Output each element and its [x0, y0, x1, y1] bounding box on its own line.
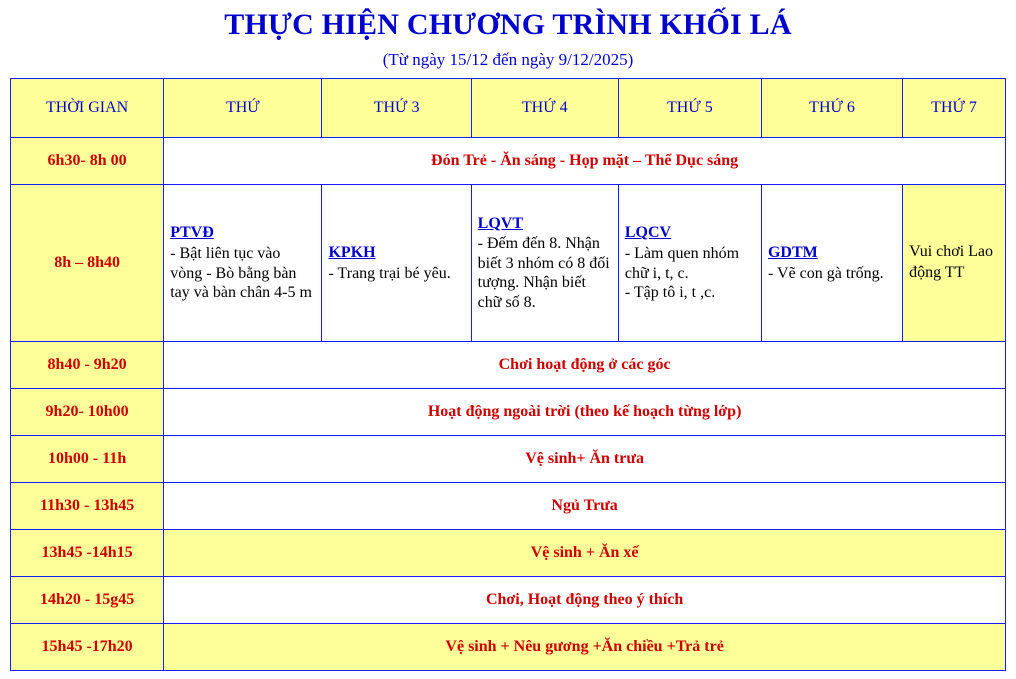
subject-code: PTVĐ: [170, 224, 214, 242]
table-header-row: [11, 79, 1006, 138]
time-slot: 6h30- 8h 00: [11, 138, 164, 185]
activity-line: - Bật liên tục vào vòng - Bò bằng bàn tay và bàn chân 4-5 m: [170, 244, 312, 302]
page-title: THỰC HIỆN CHƯƠNG TRÌNH KHỐI LÁ: [224, 8, 792, 41]
schedule-page: [0, 8, 1016, 679]
time-slot: 8h40 - 9h20: [11, 342, 164, 389]
activity-merged: Vệ sinh+ Ăn trưa: [164, 436, 1006, 483]
activity-merged: Vệ sinh + Ăn xế: [164, 530, 1006, 577]
column-header-day-2: THỨ: [164, 79, 322, 138]
column-header-day-7: THỨ 7: [903, 79, 1006, 138]
table-row: [11, 342, 1006, 389]
time-slot: 15h45 -17h20: [11, 624, 164, 671]
time-slot: 8h – 8h40: [11, 185, 164, 342]
column-header-day-3: THỨ 3: [322, 79, 471, 138]
time-slot: 9h20- 10h00: [11, 389, 164, 436]
table-row: [11, 185, 1006, 342]
activity-merged: Chơi hoạt động ở các góc: [164, 342, 1006, 389]
time-slot: 11h30 - 13h45: [11, 483, 164, 530]
time-slot: 13h45 -14h15: [11, 530, 164, 577]
activity-line: - Làm quen nhóm chữ i, t, c.: [624, 244, 740, 282]
table-row: [11, 530, 1006, 577]
column-header-day-6: THỨ 6: [761, 79, 902, 138]
subject-code: KPKH: [328, 243, 376, 261]
activity-cell-wednesday: [471, 185, 618, 342]
table-row: [11, 577, 1006, 624]
activity-merged: Chơi, Hoạt động theo ý thích: [164, 577, 1006, 624]
table-row: [11, 436, 1006, 483]
activity-merged: Hoạt động ngoài trời (theo kế hoạch từng lớp): [164, 389, 1006, 436]
time-slot: 10h00 - 11h: [11, 436, 164, 483]
activity-line: - Vẽ con gà trống.: [767, 264, 884, 282]
column-header-day-4: THỨ 4: [471, 79, 618, 138]
activity-merged: Vệ sinh + Nêu gương +Ăn chiều +Trả trẻ: [164, 624, 1006, 671]
activity-line: - Tập tô i, t ,c.: [624, 284, 716, 302]
activity-line: - Đếm đến 8. Nhận biết 3 nhóm có 8 đối tượng. Nhận biết chữ số 8.: [477, 235, 610, 311]
activity-cell-saturday: Vui chơi Lao động TT: [903, 185, 1006, 342]
subject-code: GDTM: [767, 243, 818, 261]
table-row: [11, 624, 1006, 671]
activity-cell-friday: [761, 185, 902, 342]
time-slot: 14h20 - 15g45: [11, 577, 164, 624]
activity-cell-monday: [164, 185, 322, 342]
page-subtitle: (Từ ngày 15/12 đến ngày 9/12/2025): [382, 50, 634, 69]
activity-merged: Đón Trẻ - Ăn sáng - Họp mặt – Thể Dục sáng: [164, 138, 1006, 185]
column-header-time: THỜI GIAN: [11, 79, 164, 138]
table-row: [11, 483, 1006, 530]
activity-merged: Ngủ Trưa: [164, 483, 1006, 530]
activity-line: - Trang trại bé yêu.: [328, 264, 451, 282]
table-row: [11, 389, 1006, 436]
column-header-day-5: THỨ 5: [618, 79, 761, 138]
activity-cell-thursday: [618, 185, 761, 342]
activity-cell-tuesday: [322, 185, 471, 342]
table-row: [11, 138, 1006, 185]
weekly-schedule-table: [10, 78, 1006, 671]
subject-code: LQCV: [624, 224, 672, 242]
subject-code: LQVT: [477, 214, 524, 232]
